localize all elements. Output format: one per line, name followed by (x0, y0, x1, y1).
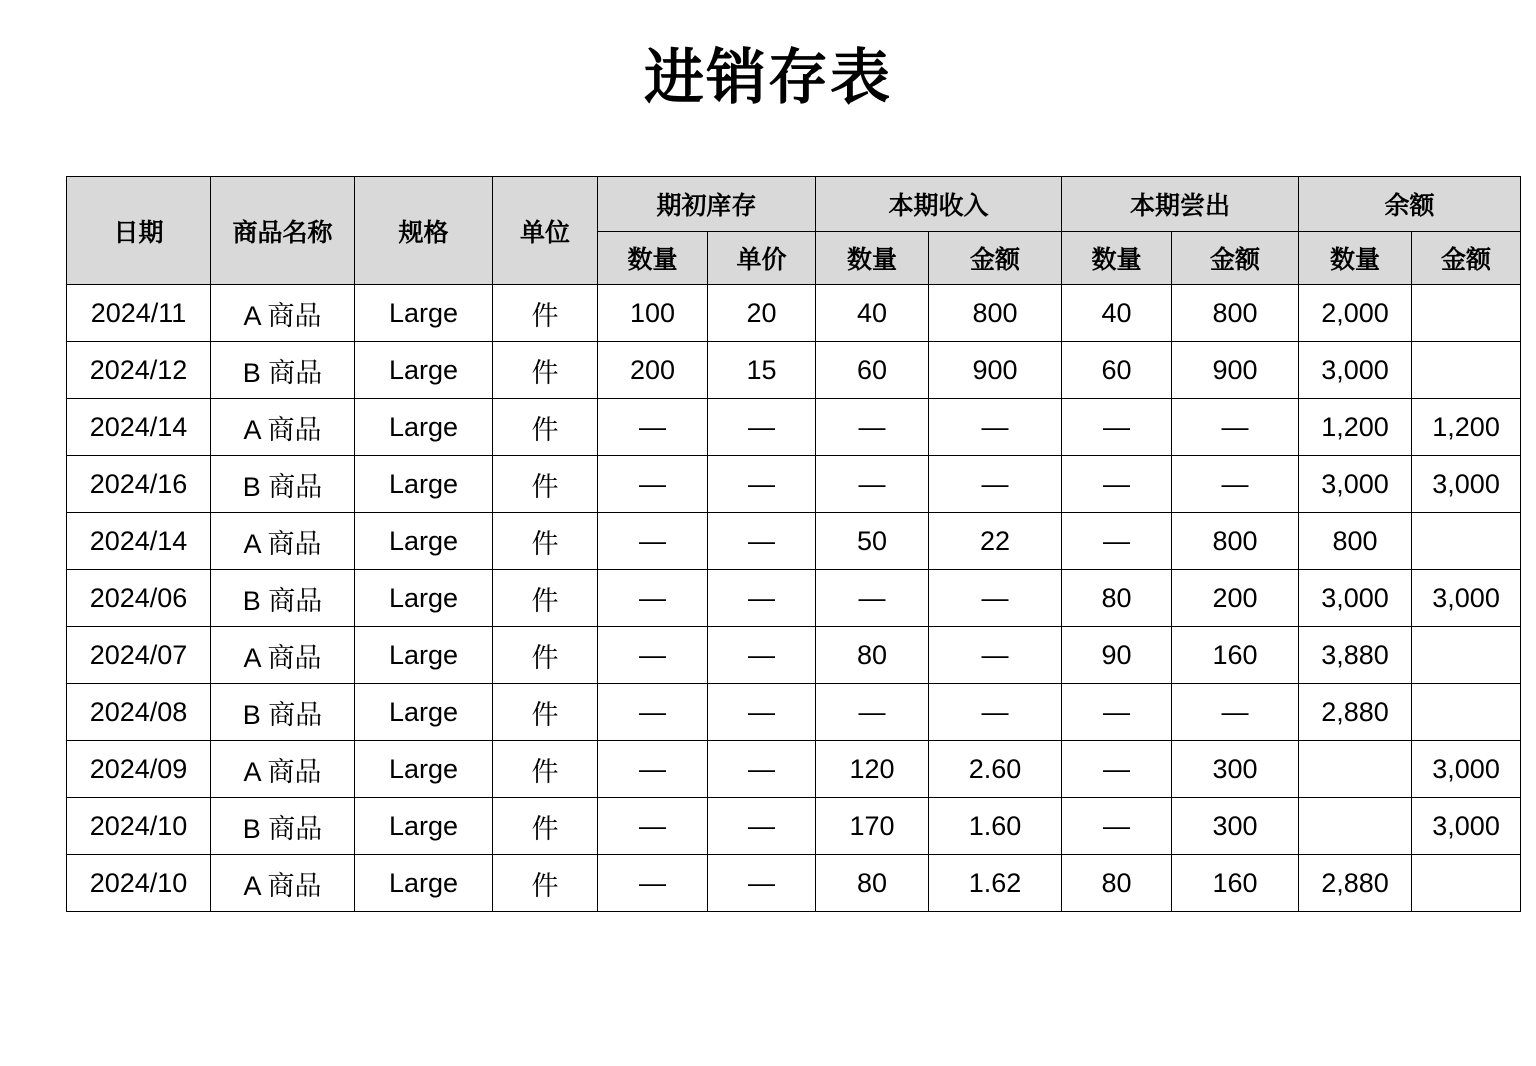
cell-outgo-amount: — (1172, 456, 1299, 513)
column-header-income-qty: 数量 (816, 232, 929, 285)
cell-product: A 商品 (211, 741, 355, 798)
cell-product: B 商品 (211, 570, 355, 627)
cell-balance-amount (1412, 855, 1521, 912)
cell-unit: 件 (493, 570, 598, 627)
cell-income-amount: — (929, 627, 1062, 684)
cell-income-qty: 80 (816, 855, 929, 912)
cell-spec: Large (355, 570, 493, 627)
cell-balance-qty (1299, 741, 1412, 798)
cell-outgo-amount: 200 (1172, 570, 1299, 627)
inventory-table-container (66, 176, 1500, 912)
cell-income-amount: 800 (929, 285, 1062, 342)
table-row (67, 399, 1521, 456)
cell-outgo-amount: 300 (1172, 741, 1299, 798)
cell-opening-qty: — (598, 570, 708, 627)
cell-income-qty: 80 (816, 627, 929, 684)
group-header-income: 本期收入 (816, 177, 1062, 232)
cell-outgo-qty: 80 (1062, 570, 1172, 627)
cell-unit: 件 (493, 741, 598, 798)
table-row (67, 285, 1521, 342)
cell-balance-amount: 3,000 (1412, 570, 1521, 627)
cell-opening-qty: — (598, 855, 708, 912)
cell-balance-amount: 3,000 (1412, 798, 1521, 855)
cell-spec: Large (355, 627, 493, 684)
cell-date: 2024/09 (67, 741, 211, 798)
cell-outgo-qty: — (1062, 684, 1172, 741)
cell-product: A 商品 (211, 513, 355, 570)
table-body (67, 285, 1521, 912)
column-header-opening-qty: 数量 (598, 232, 708, 285)
cell-opening-price: — (708, 456, 816, 513)
cell-outgo-amount: 160 (1172, 855, 1299, 912)
cell-unit: 件 (493, 342, 598, 399)
cell-opening-qty: 100 (598, 285, 708, 342)
cell-income-amount: — (929, 684, 1062, 741)
group-header-outgo: 本期尝出 (1062, 177, 1299, 232)
cell-date: 2024/12 (67, 342, 211, 399)
column-header-date: 日期 (67, 177, 211, 285)
cell-spec: Large (355, 798, 493, 855)
cell-balance-amount (1412, 513, 1521, 570)
cell-unit: 件 (493, 627, 598, 684)
column-header-balance-qty: 数量 (1299, 232, 1412, 285)
cell-spec: Large (355, 513, 493, 570)
cell-product: B 商品 (211, 798, 355, 855)
table-row (67, 741, 1521, 798)
cell-outgo-amount: 900 (1172, 342, 1299, 399)
cell-balance-qty: 3,000 (1299, 456, 1412, 513)
cell-unit: 件 (493, 285, 598, 342)
cell-opening-qty: — (598, 684, 708, 741)
cell-opening-price: — (708, 741, 816, 798)
inventory-table (66, 176, 1521, 912)
table-row (67, 798, 1521, 855)
group-header-opening: 期初庠存 (598, 177, 816, 232)
cell-outgo-amount: 800 (1172, 285, 1299, 342)
cell-outgo-qty: 40 (1062, 285, 1172, 342)
cell-opening-qty: 200 (598, 342, 708, 399)
cell-balance-amount (1412, 342, 1521, 399)
cell-opening-qty: — (598, 456, 708, 513)
cell-income-amount: — (929, 570, 1062, 627)
cell-balance-qty: 2,880 (1299, 684, 1412, 741)
cell-income-amount: 22 (929, 513, 1062, 570)
cell-income-qty: 50 (816, 513, 929, 570)
table-header (67, 177, 1521, 285)
cell-income-amount: 900 (929, 342, 1062, 399)
table-row (67, 456, 1521, 513)
cell-date: 2024/14 (67, 399, 211, 456)
cell-balance-amount: 1,200 (1412, 399, 1521, 456)
cell-opening-price: — (708, 513, 816, 570)
cell-balance-qty: 2,880 (1299, 855, 1412, 912)
cell-date: 2024/10 (67, 798, 211, 855)
cell-outgo-amount: 160 (1172, 627, 1299, 684)
cell-balance-qty (1299, 798, 1412, 855)
cell-spec: Large (355, 399, 493, 456)
group-header-balance: 余额 (1299, 177, 1521, 232)
column-header-outgo-amount: 金额 (1172, 232, 1299, 285)
column-header-balance-amount: 金额 (1412, 232, 1521, 285)
table-row (67, 627, 1521, 684)
cell-outgo-amount: — (1172, 684, 1299, 741)
cell-income-qty: — (816, 684, 929, 741)
cell-income-amount: 1.62 (929, 855, 1062, 912)
cell-income-qty: 40 (816, 285, 929, 342)
cell-unit: 件 (493, 798, 598, 855)
cell-unit: 件 (493, 456, 598, 513)
cell-date: 2024/16 (67, 456, 211, 513)
cell-balance-qty: 2,000 (1299, 285, 1412, 342)
cell-opening-price: — (708, 570, 816, 627)
cell-opening-price: — (708, 627, 816, 684)
cell-product: B 商品 (211, 456, 355, 513)
cell-spec: Large (355, 684, 493, 741)
page-title: 进销存表 (644, 44, 892, 111)
column-header-product: 商品名称 (211, 177, 355, 285)
cell-date: 2024/07 (67, 627, 211, 684)
cell-balance-qty: 800 (1299, 513, 1412, 570)
cell-outgo-qty: 80 (1062, 855, 1172, 912)
cell-balance-amount (1412, 627, 1521, 684)
column-header-opening-price: 单价 (708, 232, 816, 285)
cell-date: 2024/14 (67, 513, 211, 570)
cell-outgo-qty: 90 (1062, 627, 1172, 684)
cell-spec: Large (355, 342, 493, 399)
cell-product: A 商品 (211, 855, 355, 912)
column-header-spec: 规格 (355, 177, 493, 285)
cell-balance-amount: 3,000 (1412, 456, 1521, 513)
table-row (67, 684, 1521, 741)
cell-outgo-amount: 300 (1172, 798, 1299, 855)
cell-unit: 件 (493, 513, 598, 570)
cell-income-qty: — (816, 456, 929, 513)
cell-opening-qty: — (598, 798, 708, 855)
cell-opening-qty: — (598, 741, 708, 798)
cell-product: A 商品 (211, 399, 355, 456)
cell-outgo-qty: — (1062, 456, 1172, 513)
cell-balance-amount (1412, 684, 1521, 741)
table-row (67, 855, 1521, 912)
cell-balance-amount (1412, 285, 1521, 342)
cell-income-qty: 120 (816, 741, 929, 798)
cell-opening-qty: — (598, 399, 708, 456)
cell-outgo-qty: — (1062, 798, 1172, 855)
cell-opening-qty: — (598, 627, 708, 684)
cell-outgo-amount: 800 (1172, 513, 1299, 570)
cell-date: 2024/10 (67, 855, 211, 912)
cell-income-qty: — (816, 570, 929, 627)
cell-unit: 件 (493, 855, 598, 912)
cell-opening-price: — (708, 855, 816, 912)
cell-income-qty: 170 (816, 798, 929, 855)
cell-unit: 件 (493, 684, 598, 741)
cell-balance-qty: 3,000 (1299, 342, 1412, 399)
cell-unit: 件 (493, 399, 598, 456)
cell-product: B 商品 (211, 684, 355, 741)
cell-income-amount: — (929, 399, 1062, 456)
cell-income-amount: — (929, 456, 1062, 513)
cell-balance-amount: 3,000 (1412, 741, 1521, 798)
cell-spec: Large (355, 285, 493, 342)
cell-product: A 商品 (211, 627, 355, 684)
cell-outgo-amount: — (1172, 399, 1299, 456)
document-page (0, 42, 1536, 1066)
cell-product: A 商品 (211, 285, 355, 342)
cell-outgo-qty: — (1062, 399, 1172, 456)
cell-product: B 商品 (211, 342, 355, 399)
column-header-outgo-qty: 数量 (1062, 232, 1172, 285)
cell-balance-qty: 3,000 (1299, 570, 1412, 627)
cell-opening-qty: — (598, 513, 708, 570)
cell-income-qty: — (816, 399, 929, 456)
cell-income-amount: 2.60 (929, 741, 1062, 798)
cell-balance-qty: 3,880 (1299, 627, 1412, 684)
cell-spec: Large (355, 855, 493, 912)
cell-opening-price: — (708, 399, 816, 456)
cell-spec: Large (355, 456, 493, 513)
cell-date: 2024/11 (67, 285, 211, 342)
table-row (67, 570, 1521, 627)
table-row (67, 342, 1521, 399)
column-header-income-amount: 金额 (929, 232, 1062, 285)
cell-income-amount: 1.60 (929, 798, 1062, 855)
cell-opening-price: — (708, 798, 816, 855)
cell-outgo-qty: — (1062, 513, 1172, 570)
cell-outgo-qty: — (1062, 741, 1172, 798)
table-row (67, 513, 1521, 570)
cell-date: 2024/08 (67, 684, 211, 741)
cell-date: 2024/06 (67, 570, 211, 627)
cell-outgo-qty: 60 (1062, 342, 1172, 399)
cell-balance-qty: 1,200 (1299, 399, 1412, 456)
cell-opening-price: — (708, 684, 816, 741)
cell-spec: Large (355, 741, 493, 798)
cell-income-qty: 60 (816, 342, 929, 399)
column-header-unit: 单位 (493, 177, 598, 285)
cell-opening-price: 20 (708, 285, 816, 342)
cell-opening-price: 15 (708, 342, 816, 399)
